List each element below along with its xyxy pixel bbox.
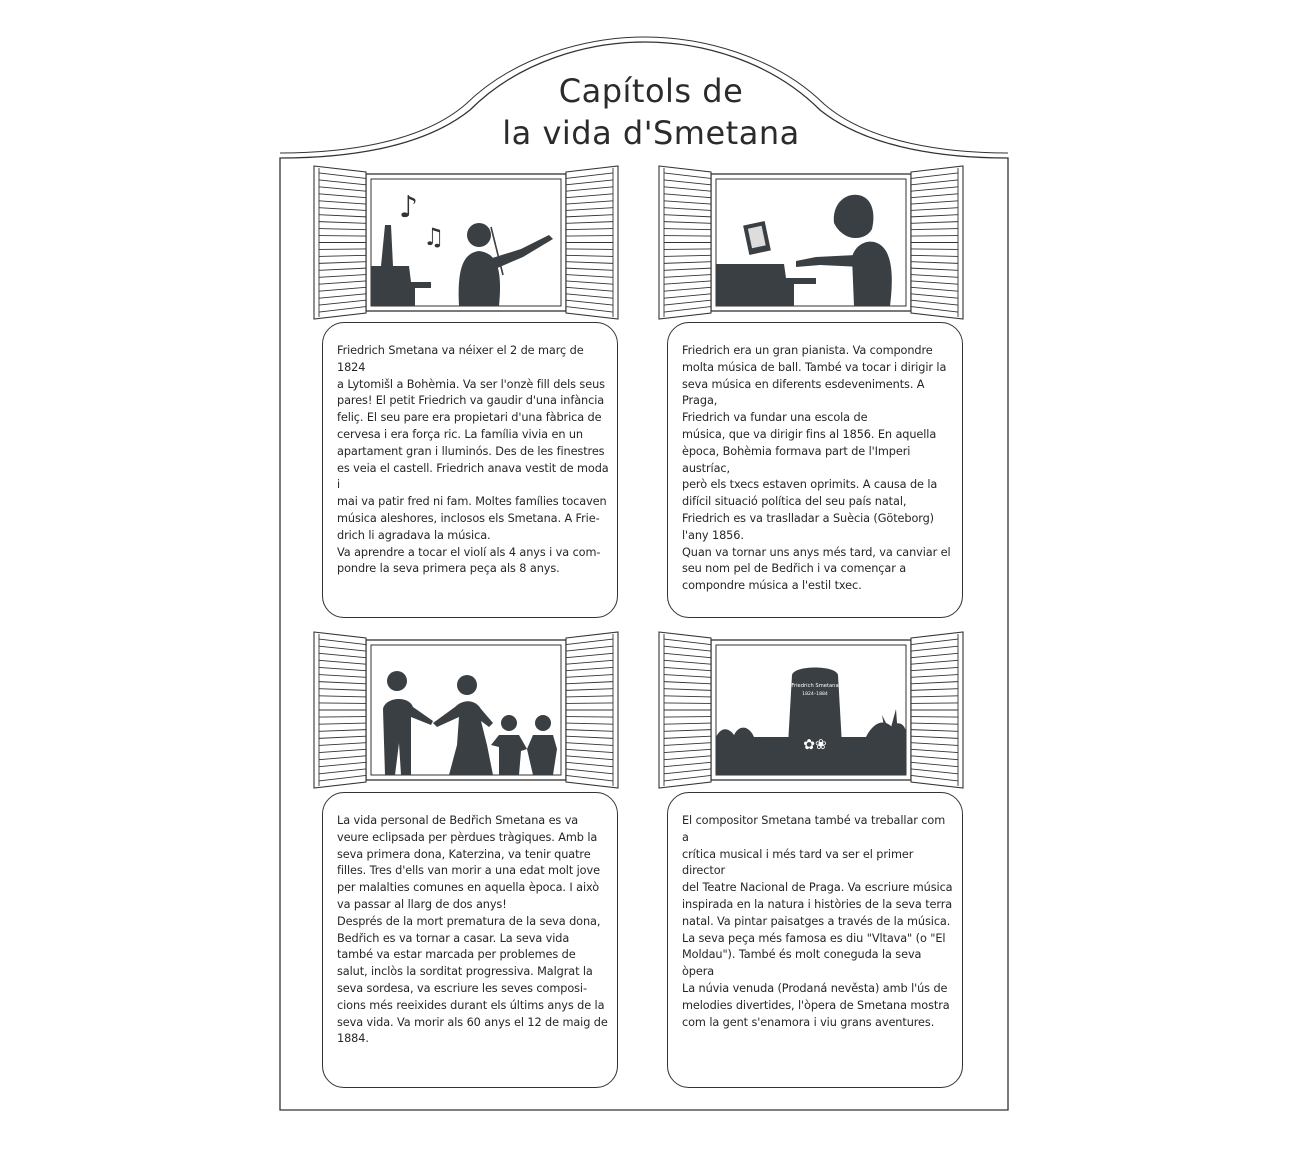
chapter-3-text: La vida personal de Bedřich Smetana es va veure eclipsada per pèrdues tràgiques. Amb la seva primera dona, Katerzina, va tenir quatre filles. Tres d'ells van morir a una edat molt jove per malalties comunes en aquella època. I això va passar al llarg de dos anys! Després de la mort prematura de la seva dona, Bedřich es va tornar a casar. La seva vida també va estar marcada per problemes de salut, inclòs la sorditat progressiva. Malgrat la seva sordesa, va escriure les seves composi- cions més reeixides durant els últims anys de la seva vida. Va morir als 60 anys el 12 de maig de 1884. bbox=[322, 792, 618, 1088]
flowers-icon: ✿❀ bbox=[803, 737, 827, 753]
chapter-4-text: El compositor Smetana també va treballar com a crítica musical i més tard va ser el primer director del Teatre Nacional de Praga. Va escriure música inspirada en la natura i històries de la seva terra natal. Va pintar paisatges a través de la música. La seva peça més famosa es diu "Vltava" (o "El Moldau"). També és molt coneguda la seva òpera La núvia venuda (Prodaná nevěsta) amb l'ús de melodies divertides, l'òpera de Smetana mostra com la gent s'enamora i viu grans aventures. bbox=[667, 792, 963, 1088]
child-2-head bbox=[535, 715, 551, 731]
window-3-left-shutter bbox=[314, 632, 366, 788]
title-line-2: la vida d'Smetana bbox=[502, 114, 800, 152]
window-2-left-shutter bbox=[659, 166, 711, 319]
chapter-2-text: Friedrich era un gran pianista. Va compondre molta música de ball. També va tocar i dirigir la seva música en diferents esdeveniments. A Praga, Friedrich va fundar una escola de música, que va dirigir fins al 1856. En aquella època, Bohèmia formava part de l'Imperi austríac, però els txecs estaven oprimits. A causa de la difícil situació política del seu país natal, Friedrich es va traslladar a Suècia (Göteborg) l'any 1856. Quan va tornar uns anys més tard, va canviar el seu nom pel de Bedřich i va començar a compondre música a l'estil txec. bbox=[667, 322, 963, 618]
window-1-right-shutter bbox=[566, 166, 618, 319]
gravestone-name: Friedrich Smetana bbox=[791, 683, 839, 689]
chapter-1-text: Friedrich Smetana va néixer el 2 de març de 1824 a Lytomišl a Bohèmia. Va ser l'onzè fill dels seus pares! El petit Friedrich va gaudir d'una infància feliç. El seu pare era propietari d'una fàbrica de cervesa i era força ric. La família vivia en un apartament gran i lluminós. Des de les finestres es veia el castell. Friedrich anava vestit de moda i mai va patir fred ni fam. Moltes famílies tocaven música aleshores, inclosos els Smetana. A Frie- drich li agradava la música. Va aprendre a tocar el violí als 4 anys i va com- pondre la seva primera peça als 8 anys. bbox=[322, 322, 618, 618]
window-4-left-shutter bbox=[659, 632, 711, 788]
violinist-head bbox=[467, 223, 491, 247]
pianist-body bbox=[852, 242, 892, 306]
window-1-left-shutter bbox=[314, 166, 366, 319]
gravestone-silhouette bbox=[788, 668, 842, 746]
title-line-1: Capítols de bbox=[558, 72, 744, 110]
window-4-right-shutter bbox=[911, 632, 963, 788]
window-2-right-shutter bbox=[911, 166, 963, 319]
page-title bbox=[456, 70, 846, 154]
child-1-head bbox=[501, 715, 517, 731]
woman-head bbox=[457, 675, 477, 695]
man-head bbox=[387, 671, 407, 691]
window-3-right-shutter bbox=[566, 632, 618, 788]
music-notes-icon: ♫ bbox=[423, 223, 445, 251]
gravestone-years: 1824–1884 bbox=[802, 692, 828, 697]
music-note-icon: ♪ bbox=[399, 190, 419, 225]
